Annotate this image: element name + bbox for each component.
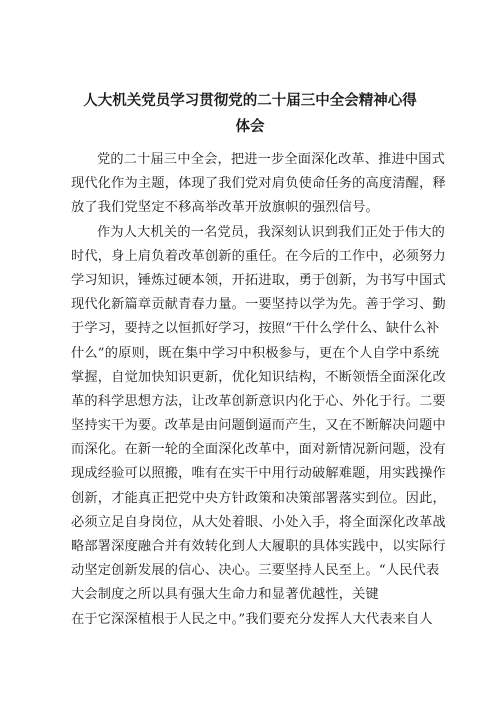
paragraph-line: 创新，才能真正把党中央方针政策和决策部署落实到位。因此， (71, 490, 446, 506)
paragraph-line: 党的二十届三中全会，把进一步全面深化改革、推进中国式 (97, 152, 446, 167)
document-body (71, 148, 446, 632)
paragraph-line: 略部署深度融合并有效转化到人大履职的具体实践中，以实际行 (71, 539, 446, 554)
paragraph-line: 现代化新篇章贡献青春力量。一要坚持以学为先。善于学习、勤 (71, 297, 446, 313)
document-title: 人大机关党员学习贯彻党的二十届三中全会精神心得 (83, 93, 417, 109)
document-title-continued: 体会 (235, 119, 265, 135)
paragraph-line: 革的科学思想方法，让改革创新意识内化于心、外化于行。二要 (71, 393, 446, 409)
paragraph-line: 放了我们党坚定不移高举改革开放旗帜的强烈信号。 (71, 200, 379, 216)
paragraph-line: 大会制度之所以具有强大生命力和显著优越性，关键 (71, 587, 379, 603)
paragraph-line: 学习知识，锤炼过硬本领，开拓进取，勇于创新，为书写中国式 (71, 272, 446, 288)
paragraph-line: 必须立足自身岗位，从大处着眼、小处入手，将全面深化改革战 (71, 514, 446, 530)
paragraph-line: 什么”的原则，既在集中学习中积极参与，更在个人自学中系统 (71, 345, 440, 361)
paragraph-line: 于学习，要持之以恒抓好学习，按照“干什么学什么、缺什么补 (71, 321, 440, 337)
paragraph-line: 掌握，自觉加快知识更新，优化知识结构，不断领悟全面深化改 (71, 369, 446, 385)
paragraph-line: 作为人大机关的一名党员，我深刻认识到我们正处于伟大的 (97, 224, 446, 240)
paragraph-line: 坚持实干为要。改革是由问题倒逼而产生，又在不断解决问题中 (71, 418, 446, 434)
paragraph-line: 动坚定创新发展的信心、决心。三要坚持人民至上。“人民代表 (71, 563, 440, 579)
paragraph-line: 现代化作为主题，体现了我们党对肩负使命任务的高度清醒，释 (71, 176, 446, 192)
paragraph-line: 时代，身上肩负着改革创新的重任。在今后的工作中，必须努力 (71, 248, 446, 264)
paragraph-line: 在于它深深植根于人民之中。”我们要充分发挥人大代表来自人 (71, 611, 433, 627)
paragraph-line: 现成经验可以照搬，唯有在实干中用行动破解难题，用实践操作 (71, 466, 446, 482)
paragraph-line: 而深化。在新一轮的全面深化改革中，面对新情况新问题，没有 (71, 442, 446, 458)
